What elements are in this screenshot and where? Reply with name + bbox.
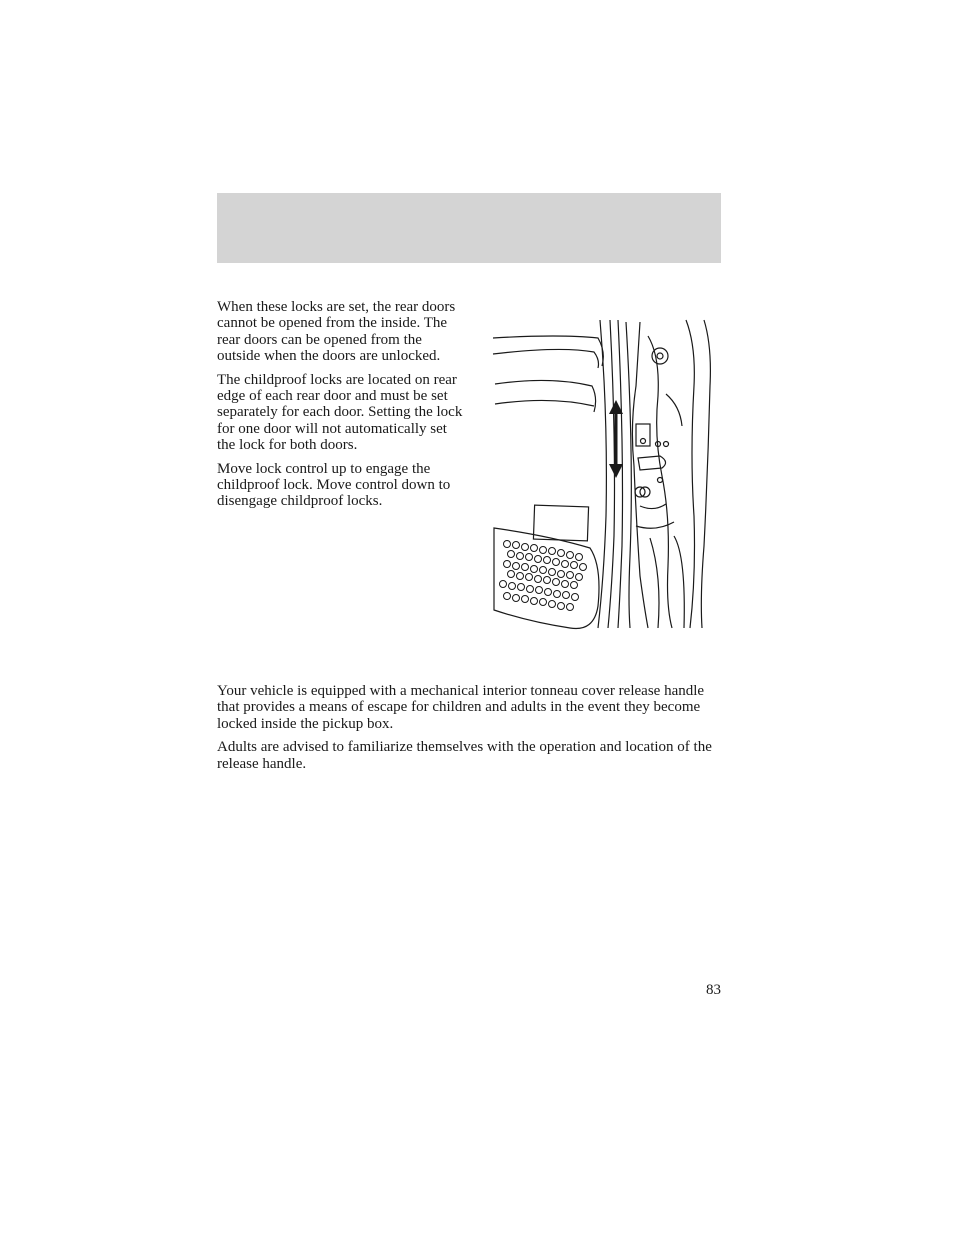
paragraph: Your vehicle is equipped with a mechanical interior tonneau cover release handle that provides a means of escape for children and adults in the event they become locked inside the pickup box. [217,683,705,732]
up-down-arrow-icon [609,400,623,478]
paragraph: When these locks are set, the rear doors cannot be opened from the inside. The rear doors can be opened from the outside when the doors are unlocked. [217,299,456,365]
rear-door-childproof-lock-icon [490,316,722,634]
paragraph: Adults are advised to familiarize themselves with the operation and location of the release handle. [217,739,712,772]
page-number: 83 [706,982,721,998]
tonneau-release-text [217,683,722,779]
paragraph: Move lock control up to engage the childproof lock. Move control down to disengage childproof locks. [217,460,451,510]
paragraph: The childproof locks are located on rear edge of each rear door and must be set separately for each door. Setting the lock for one door will not automatically set the lock for both doors. [217,371,463,454]
section-header-band [217,193,721,263]
childproof-locks-text [217,299,467,517]
childproof-lock-illustration [490,316,722,634]
